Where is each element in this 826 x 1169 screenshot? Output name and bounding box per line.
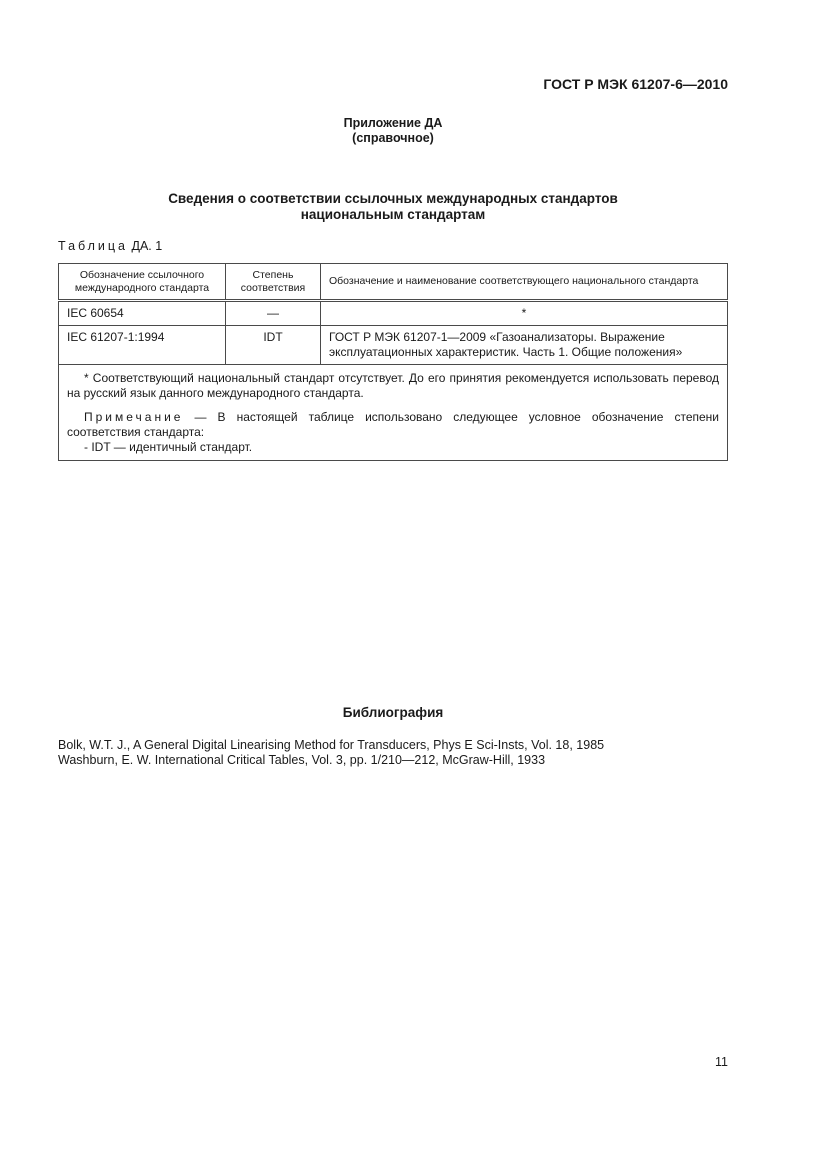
- cell-designation: IEC 61207-1:1994: [59, 326, 226, 365]
- cell-national: ГОСТ Р МЭК 61207-1—2009 «Газоанализаторы. Выражение эксплуатационных характеристик. Часть 1. Общие положения»: [321, 326, 728, 365]
- note-item: - IDT — идентичный стандарт.: [84, 440, 253, 454]
- note: [67, 410, 719, 440]
- cell-designation: IEC 60654: [59, 301, 226, 326]
- table-notes: [59, 365, 728, 461]
- document-code: ГОСТ Р МЭК 61207-6—2010: [543, 76, 728, 92]
- table-notes-row: [59, 365, 728, 461]
- bibliography-item: Washburn, E. W. International Critical Tables, Vol. 3, pp. 1/210—212, McGraw-Hill, 1933: [58, 753, 546, 767]
- header-designation-line-2: международного стандарта: [74, 281, 210, 294]
- header-degree-line-2: соответствия: [240, 281, 306, 294]
- cell-degree: IDT: [226, 326, 321, 365]
- bibliography-title: Библиография: [342, 705, 444, 720]
- footnote: * Соответствующий национальный стандарт отсутствует. До его принятия рекомендуется использовать перевод на русский язык данного международного стандарта.: [67, 371, 719, 400]
- standards-table: [58, 263, 728, 461]
- header-designation: [59, 264, 226, 301]
- section-title: [0, 191, 786, 223]
- note-text: — В настоящей таблице использовано следующее условное обозначение степени соответствия стандарта:: [67, 410, 719, 439]
- header-degree-line-1: Степень: [252, 268, 294, 281]
- header-degree: [226, 264, 321, 301]
- header-designation-line-1: Обозначение ссылочного: [79, 268, 205, 281]
- section-title-line-1: Сведения о соответствии ссылочных международных стандартов: [168, 191, 618, 206]
- appendix-subtitle: (справочное): [352, 131, 434, 145]
- table-caption-number: ДА. 1: [131, 239, 163, 253]
- section-title-line-2: национальным стандартам: [300, 207, 486, 222]
- table-caption-word: Таблица: [58, 239, 129, 253]
- cell-national: *: [321, 301, 728, 326]
- table-header-row: [59, 264, 728, 301]
- cell-degree: —: [226, 301, 321, 326]
- table-row: [59, 326, 728, 365]
- header-national: Обозначение и наименование соответствующего национального стандарта: [321, 264, 728, 301]
- table-row: [59, 301, 728, 326]
- page-number: 11: [715, 1055, 728, 1069]
- table-caption: [58, 239, 162, 253]
- bibliography-item: Bolk, W.T. J., A General Digital Linearising Method for Transducers, Phys E Sci-Insts, Vol. 18, 1985: [58, 738, 605, 752]
- appendix-title: Приложение ДА: [343, 116, 443, 130]
- note-label: Примечание: [84, 410, 184, 424]
